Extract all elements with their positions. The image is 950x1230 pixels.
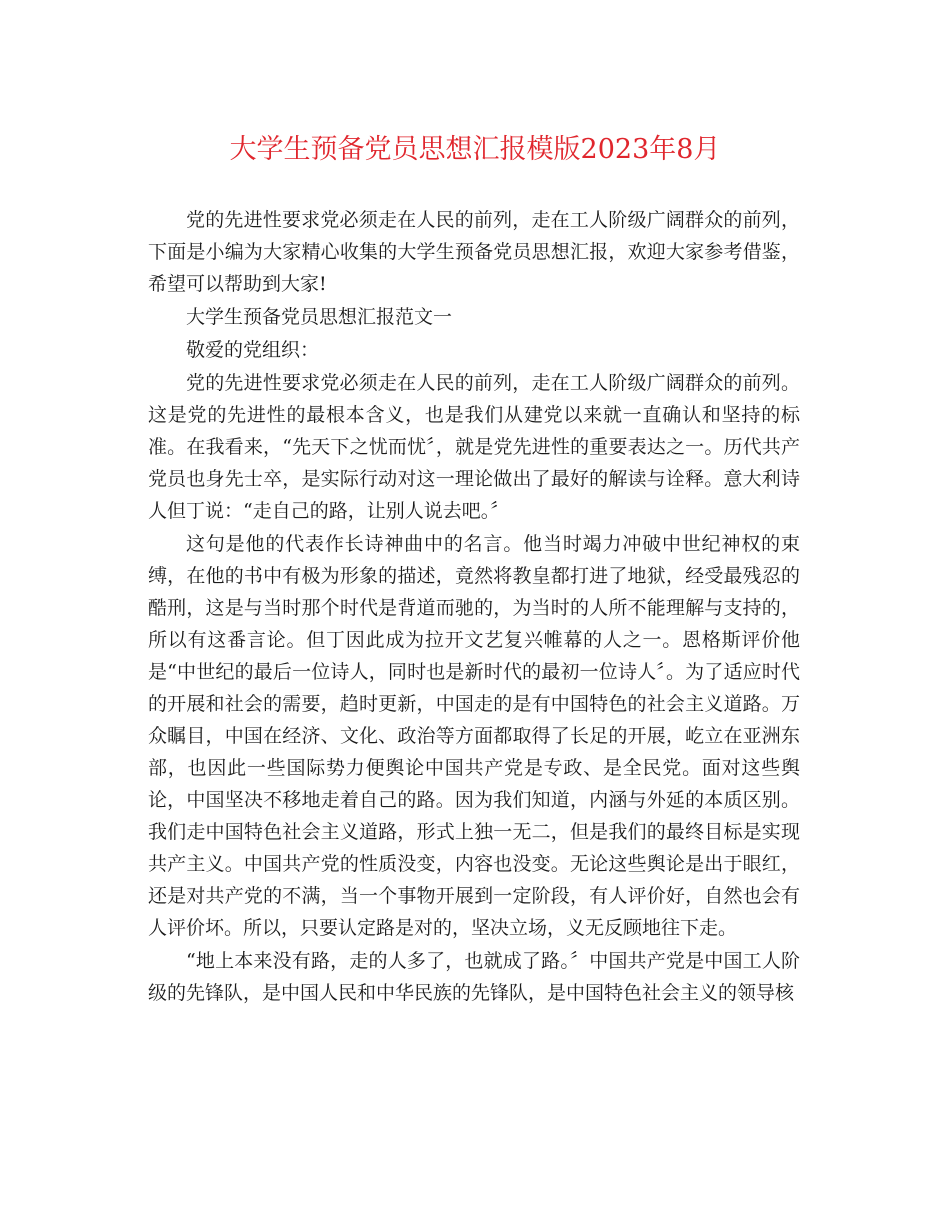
document-body [148, 204, 800, 1010]
intro-paragraph: 党的先进性要求党必须走在人民的前列，走在工人阶级广阔群众的前列，下面是小编为大家精心收集的大学生预备党员思想汇报，欢迎大家参考借鉴，希望可以帮助到大家! [148, 209, 800, 295]
body-paragraph: “地上本来没有路，走的人多了，也就成了路。〞中国共产党是中国工人阶级的先锋队，是中国人民和中华民族的先锋队，是中国特色社会主义的领导核 [148, 950, 800, 1004]
body-paragraph: 党的先进性要求党必须走在人民的前列，走在工人阶级广阔群众的前列。这是党的先进性的最根本含义，也是我们从建党以来就一直确认和坚持的标准。在我看来，“先天下之忧而忧〞，就是党先进性的重要表达之一。历代共产党员也身先士卒，是实际行动对这一理论做出了最好的解读与诠释。意大利诗人但丁说：“走自己的路，让别人说去吧。〞 [148, 372, 800, 522]
section-heading: 大学生预备党员思想汇报范文一 [186, 306, 453, 328]
body-paragraph: 这句是他的代表作长诗神曲中的名言。他当时竭力冲破中世纪神权的束缚，在他的书中有极为形象的描述，竟然将教皇都打进了地狱，经受最残忍的酷刑，这是与当时那个时代是背道而驰的，为当时的人所不能理解与支持的，所以有这番言论。但丁因此成为拉开文艺复兴帷幕的人之一。恩格斯评价他是“中世纪的最后一位诗人，同时也是新时代的最初一位诗人〞。为了适应时代的开展和社会的需要，趋时更新，中国走的是有中国特色的社会主义道路。万众瞩目，中国在经济、文化、政治等方面都取得了长足的开展，屹立在亚洲东部，也因此一些国际势力便舆论中国共产党是专政、是全民党。面对这些舆论，中国坚决不移地走着自己的路。因为我们知道，内涵与外延的本质区别。我们走中国特色社会主义道路，形式上独一无二，但是我们的最终目标是实现共产主义。中国共产党的性质没变，内容也没变。无论这些舆论是出于眼红，还是对共产党的不满，当一个事物开展到一定阶段，有人评价好，自然也会有人评价坏。所以，只要认定路是对的，坚决立场，义无反顾地往下走。 [148, 533, 800, 939]
document-title: 大学生预备党员思想汇报模版2023年8月 [229, 134, 721, 165]
salutation: 敬爱的党组织： [186, 339, 320, 361]
